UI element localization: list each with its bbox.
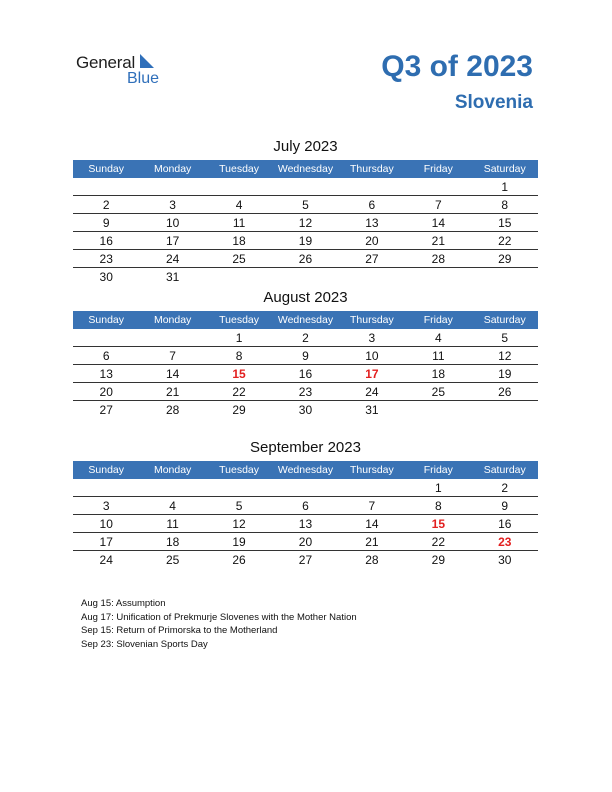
day-cell: 30 [298, 403, 313, 417]
day-cell [405, 268, 471, 285]
week-row [73, 383, 538, 401]
logo-triangle-icon [140, 54, 154, 68]
day-cell [339, 178, 405, 195]
week-row [73, 214, 538, 232]
day-cell [139, 178, 205, 195]
weekday-label: Tuesday [219, 464, 259, 476]
day-cell: 20 [365, 234, 379, 248]
weekday-label: Wednesday [277, 464, 334, 476]
logo-text-general: General [76, 53, 136, 72]
day-cell: 12 [232, 517, 246, 531]
day-cell: 14 [165, 367, 180, 381]
day-cell: 25 [431, 385, 445, 399]
day-cell [339, 479, 405, 496]
weekday-label: Tuesday [219, 314, 259, 326]
day-cell: 2 [302, 331, 309, 345]
day-cell: 18 [165, 535, 180, 549]
day-cell: 8 [235, 349, 243, 363]
day-cell: 13 [298, 517, 313, 531]
weekday-label: Sunday [88, 314, 125, 326]
day-cell: 31 [165, 270, 180, 284]
day-cell: 3 [169, 198, 176, 212]
holiday-day-cell: 23 [498, 535, 512, 549]
day-cell: 1 [501, 180, 509, 194]
day-cell [272, 178, 338, 195]
weekday-label: Monday [153, 163, 192, 175]
week-row [73, 347, 538, 365]
holiday-note: Aug 17: Unification of Prekmurje Slovenes with the Mother Nation [81, 611, 357, 623]
day-cell: 8 [501, 198, 509, 212]
day-cell: 10 [165, 216, 180, 230]
weekday-label: Saturday [483, 464, 526, 476]
weekday-label: Monday [153, 464, 192, 476]
week-row [73, 196, 538, 214]
day-cell [206, 268, 272, 285]
day-cell [405, 178, 471, 195]
day-cell: 26 [298, 252, 313, 266]
day-cell: 15 [498, 216, 512, 230]
day-cell: 22 [431, 535, 445, 549]
day-cell: 22 [232, 385, 246, 399]
day-cell: 8 [434, 499, 442, 513]
weekday-label: Thursday [350, 464, 394, 476]
day-cell: 21 [431, 234, 445, 248]
day-cell [472, 268, 538, 285]
month-august [73, 287, 538, 418]
day-cell: 19 [232, 535, 246, 549]
weekday-label: Saturday [483, 314, 526, 326]
week-row [73, 533, 538, 551]
day-cell [272, 268, 338, 285]
holiday-notes [81, 597, 357, 651]
day-cell: 14 [365, 517, 379, 531]
day-cell: 22 [498, 234, 512, 248]
day-cell: 20 [99, 385, 113, 399]
day-cell: 24 [99, 553, 113, 567]
weekday-label: Friday [423, 163, 453, 175]
day-cell: 18 [232, 234, 246, 248]
weekday-label: Thursday [350, 314, 394, 326]
day-cell: 25 [232, 252, 246, 266]
week-row [73, 329, 538, 347]
weekday-label: Thursday [350, 163, 394, 175]
day-cell: 1 [235, 331, 243, 345]
day-cell: 14 [431, 216, 445, 230]
day-cell: 3 [102, 499, 110, 513]
logo-text-blue: Blue [127, 70, 160, 87]
weekday-label: Sunday [88, 464, 125, 476]
day-cell [339, 268, 405, 285]
holiday-note: Sep 23: Slovenian Sports Day [81, 638, 208, 650]
day-cell: 7 [169, 349, 176, 363]
day-cell: 11 [166, 517, 179, 531]
day-cell [405, 401, 471, 418]
weekday-label: Monday [153, 314, 192, 326]
day-cell: 7 [368, 499, 376, 513]
week-row [73, 268, 538, 285]
day-cell [73, 479, 139, 496]
day-cell: 11 [232, 216, 246, 230]
week-row [73, 515, 538, 533]
day-cell: 28 [431, 252, 445, 266]
day-cell: 9 [302, 349, 309, 363]
weekday-label: Saturday [483, 163, 526, 175]
weekday-label: Sunday [88, 163, 125, 175]
day-cell: 12 [298, 216, 313, 230]
weekday-label: Wednesday [277, 314, 334, 326]
day-cell: 27 [365, 252, 379, 266]
day-cell: 21 [165, 385, 180, 399]
day-cell: 4 [169, 499, 176, 513]
country-name: Slovenia [454, 92, 533, 113]
day-cell: 19 [498, 367, 512, 381]
day-cell: 18 [431, 367, 445, 381]
day-cell [206, 178, 272, 195]
day-cell: 7 [434, 198, 442, 212]
day-cell: 29 [232, 403, 246, 417]
day-cell [272, 479, 338, 496]
day-cell: 6 [302, 499, 309, 513]
day-cell [73, 329, 139, 346]
week-row [73, 551, 538, 568]
weekday-header-row [73, 311, 538, 329]
day-cell: 3 [368, 331, 376, 345]
weekday-header-row [73, 461, 538, 479]
month-july [73, 136, 538, 285]
day-cell: 11 [432, 349, 445, 363]
day-cell: 13 [365, 216, 379, 230]
weekday-label: Friday [423, 464, 453, 476]
month-title: August 2023 [263, 289, 348, 306]
day-cell: 2 [102, 198, 110, 212]
month-september [73, 437, 538, 568]
weekday-label: Tuesday [219, 163, 259, 175]
day-cell: 19 [298, 234, 313, 248]
holiday-day-cell: 17 [365, 367, 379, 381]
day-cell: 16 [498, 517, 512, 531]
day-cell: 24 [365, 385, 379, 399]
day-cell: 9 [102, 216, 110, 230]
day-cell: 21 [365, 535, 379, 549]
day-cell: 17 [165, 234, 180, 248]
day-cell: 20 [298, 535, 313, 549]
weekday-header-row [73, 160, 538, 178]
day-cell: 6 [368, 198, 376, 212]
holiday-day-cell: 15 [431, 517, 445, 531]
day-cell: 23 [298, 385, 313, 399]
day-cell [73, 178, 139, 195]
week-row [73, 250, 538, 268]
day-cell: 27 [99, 403, 113, 417]
day-cell: 17 [99, 535, 113, 549]
day-cell: 10 [365, 349, 379, 363]
day-cell: 16 [99, 234, 113, 248]
week-row [73, 401, 538, 418]
day-cell [472, 401, 538, 418]
day-cell: 9 [501, 499, 509, 513]
quarter-title: Q3 of 2023 [381, 50, 533, 83]
weekday-label: Wednesday [277, 163, 334, 175]
day-cell: 28 [365, 553, 379, 567]
week-row [73, 365, 538, 383]
day-cell: 31 [365, 403, 379, 417]
month-title: September 2023 [250, 439, 361, 456]
day-cell: 6 [102, 349, 110, 363]
day-cell: 1 [434, 481, 442, 495]
weekday-label: Friday [423, 314, 453, 326]
day-cell [206, 479, 272, 496]
day-cell: 24 [165, 252, 180, 266]
week-row [73, 178, 538, 196]
week-row [73, 479, 538, 497]
day-cell: 26 [232, 553, 246, 567]
day-cell: 5 [302, 198, 309, 212]
week-row [73, 497, 538, 515]
day-cell: 4 [235, 198, 243, 212]
day-cell: 28 [165, 403, 180, 417]
day-cell: 13 [99, 367, 113, 381]
day-cell: 30 [498, 553, 512, 567]
day-cell: 5 [235, 499, 243, 513]
day-cell: 27 [298, 553, 313, 567]
day-cell [139, 479, 205, 496]
day-cell: 30 [99, 270, 113, 284]
day-cell: 16 [298, 367, 313, 381]
day-cell [139, 329, 205, 346]
day-cell: 29 [431, 553, 445, 567]
day-cell: 26 [498, 385, 512, 399]
day-cell: 2 [501, 481, 509, 495]
day-cell: 5 [501, 331, 509, 345]
holiday-note: Sep 15: Return of Primorska to the Motherland [81, 625, 278, 636]
day-cell: 23 [99, 252, 113, 266]
week-row [73, 232, 538, 250]
generalblue-logo [76, 52, 176, 88]
day-cell: 25 [165, 553, 180, 567]
day-cell: 4 [434, 331, 442, 345]
holiday-note: Aug 15: Assumption [81, 598, 166, 609]
day-cell: 10 [99, 517, 113, 531]
day-cell: 29 [498, 252, 512, 266]
month-title: July 2023 [273, 138, 338, 155]
day-cell: 12 [498, 349, 512, 363]
holiday-day-cell: 15 [232, 367, 246, 381]
